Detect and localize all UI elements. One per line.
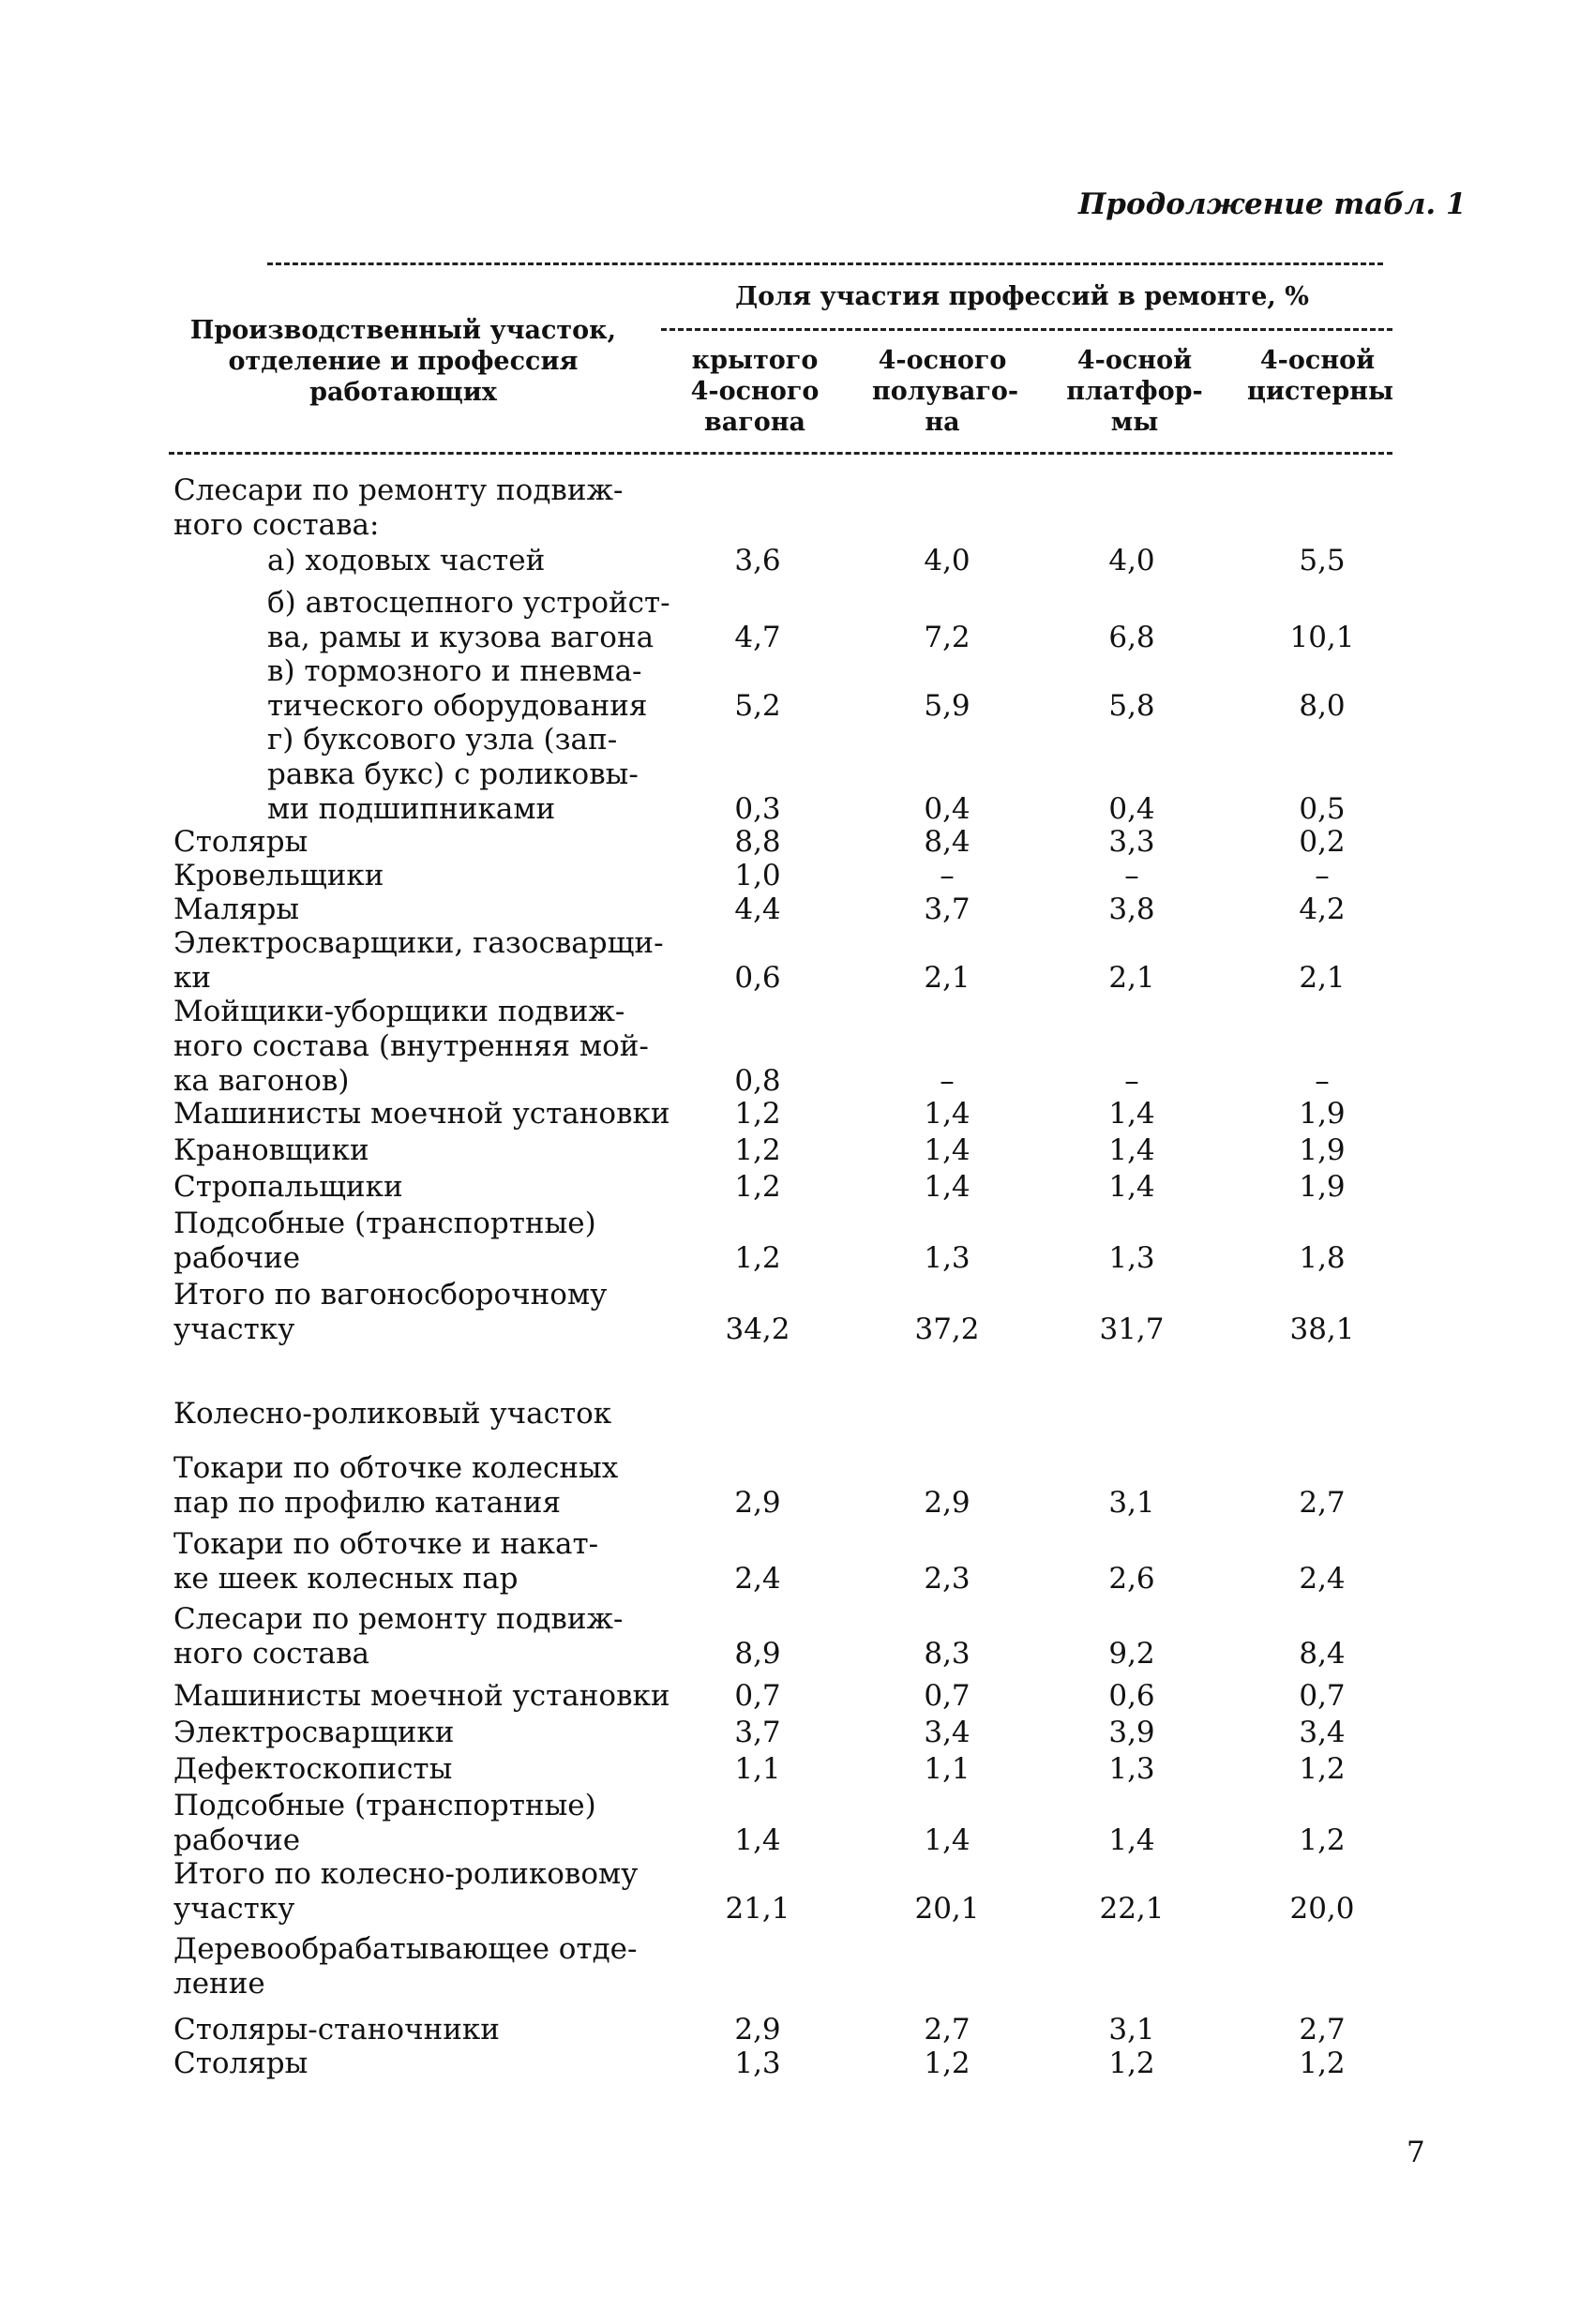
cell-value: 2,9 (924, 1486, 971, 1520)
cell-value: 2,3 (924, 1562, 971, 1596)
row-label (173, 1602, 624, 1672)
cell-value: 8,8 (734, 825, 781, 859)
row-label-line: Стропальщики (173, 1170, 403, 1204)
row-label (173, 2047, 308, 2081)
cell-value: 2,1 (1299, 961, 1346, 995)
cell-value: 1,3 (1108, 1241, 1155, 1275)
cell-value: 1,4 (924, 1823, 971, 1857)
cell-value: 34,2 (725, 1312, 790, 1346)
row-label (173, 1527, 598, 1597)
cell-value: – (940, 1064, 955, 1098)
row-label (173, 473, 624, 543)
cell-value: 8,4 (1299, 1637, 1346, 1671)
row-label-line: Деревообрабатывающее отде- (173, 1932, 638, 1966)
column-header-line: вагона (703, 408, 806, 437)
row-label (173, 1397, 611, 1432)
row-label-line: Электросварщики (173, 1716, 455, 1749)
row-label (173, 2013, 500, 2047)
cell-value: 1,2 (1299, 1752, 1346, 1786)
row-label-line: Маляры (173, 892, 299, 926)
cell-value: 1,4 (924, 1097, 971, 1131)
continuation-title: Продолжение табл. 1 (1078, 187, 1467, 221)
cell-value: 0,7 (734, 1679, 781, 1713)
cell-value: 1,1 (924, 1752, 971, 1786)
cell-value: 0,4 (1108, 792, 1155, 826)
cell-value: 0,6 (1108, 1679, 1155, 1713)
cell-value: 5,8 (1108, 689, 1155, 723)
row-label (173, 859, 384, 893)
row-label (173, 1170, 403, 1205)
row-label-line: участку (173, 1312, 295, 1346)
row-label-line: ке шеек колесных пар (173, 1562, 519, 1596)
row-label-line: ва, рамы и кузова вагона (267, 621, 655, 654)
row-label-line: Слесари по ремонту подвиж- (173, 1602, 624, 1636)
cell-value: 3,3 (1108, 825, 1155, 859)
cell-value: – (1315, 1064, 1330, 1098)
row-label (267, 654, 647, 724)
cell-value: 21,1 (725, 1892, 790, 1926)
row-label-line: ного состава (173, 1637, 370, 1671)
row-label (173, 1097, 670, 1132)
cell-value: 1,2 (734, 1133, 781, 1167)
column-header-1 (685, 345, 825, 438)
row-label (173, 926, 664, 996)
cell-value: 4,2 (1299, 892, 1346, 926)
cell-value: 9,2 (1108, 1637, 1155, 1671)
cell-value: 3,8 (1108, 892, 1155, 926)
cell-value: 2,1 (924, 961, 971, 995)
row-label-line: Колесно-роликовый участок (173, 1397, 612, 1431)
row-header-line: Производственный участок, (189, 316, 617, 345)
cell-value: 2,9 (734, 1486, 781, 1520)
cell-value: 2,4 (734, 1562, 781, 1596)
row-label (173, 1451, 618, 1521)
cell-value: 1,3 (734, 2047, 781, 2080)
cell-value: – (1124, 1064, 1139, 1098)
cell-value: 0,8 (734, 1064, 781, 1098)
row-label-line: Итого по вагоносборочному (173, 1278, 608, 1312)
row-label-line: равка букс) с роликовы- (267, 757, 639, 791)
cell-value: 3,4 (1299, 1716, 1346, 1749)
row-label-line: г) буксового узла (зап- (267, 723, 618, 757)
column-header-4 (1247, 345, 1394, 407)
cell-value: 1,4 (924, 1133, 971, 1167)
row-label (173, 995, 649, 1099)
cell-value: 8,3 (924, 1637, 971, 1671)
cell-value: 0,7 (924, 1679, 971, 1713)
cell-value: 1,2 (734, 1170, 781, 1204)
row-label (173, 1207, 596, 1276)
row-label-line: Слесари по ремонту подвиж- (173, 473, 624, 507)
row-label-line: Столяры-станочники (173, 2013, 500, 2047)
cell-value: 8,4 (924, 825, 971, 859)
cell-value: 10,1 (1289, 621, 1355, 654)
row-label-line: участку (173, 1892, 295, 1926)
row-label-line: Столяры (173, 2047, 308, 2080)
cell-value: 37,2 (914, 1312, 980, 1346)
cell-value: 20,1 (914, 1892, 980, 1926)
cell-value: 1,9 (1299, 1170, 1346, 1204)
cell-value: 1,4 (1108, 1823, 1155, 1857)
cell-value: 4,0 (924, 544, 971, 577)
row-label-line: ного состава (внутренняя мой- (173, 1029, 649, 1063)
cell-value: 3,6 (734, 544, 781, 577)
cell-value: 1,3 (1108, 1752, 1155, 1786)
cell-value: 1,2 (924, 2047, 971, 2080)
row-label (173, 1857, 638, 1927)
cell-value: 1,8 (1299, 1241, 1346, 1275)
cell-value: 1,4 (1108, 1170, 1155, 1204)
header-bottom-rule (169, 452, 1392, 455)
row-label (267, 544, 545, 578)
cell-value: 1,2 (1299, 2047, 1346, 2080)
row-label-line: Токари по обточке и накат- (173, 1527, 599, 1561)
cell-value: 2,4 (1299, 1562, 1346, 1596)
column-header-3 (1064, 345, 1205, 438)
row-label-line: ми подшипниками (267, 792, 556, 826)
row-label (173, 1278, 607, 1347)
cell-value: 8,9 (734, 1637, 781, 1671)
cell-value: 7,2 (924, 621, 971, 654)
row-header-line: работающих (309, 378, 497, 407)
cell-value: 8,0 (1299, 689, 1346, 723)
row-label-line: пар по профилю катания (173, 1486, 562, 1520)
group-header: Доля участия профессий в ремонте, % (735, 282, 1309, 311)
row-label-line: Кровельщики (173, 859, 384, 892)
column-header-line: на (925, 408, 960, 437)
cell-value: 1,4 (734, 1823, 781, 1857)
cell-value: 1,1 (734, 1752, 781, 1786)
row-label (267, 586, 670, 655)
cell-value: 6,8 (1108, 621, 1155, 654)
cell-value: 2,7 (1299, 1486, 1346, 1520)
row-label-line: Электросварщики, газосварщи- (173, 926, 664, 960)
row-label (173, 1716, 454, 1750)
cell-value: 0,7 (1299, 1679, 1346, 1713)
cell-value: 5,9 (924, 689, 971, 723)
cell-value: 1,9 (1299, 1097, 1346, 1131)
cell-value: 0,6 (734, 961, 781, 995)
column-header-line: 4-осной (1076, 346, 1193, 375)
cell-value: 0,4 (924, 792, 971, 826)
cell-value: – (1315, 859, 1330, 892)
row-label-line: а) ходовых частей (267, 544, 546, 577)
row-label-line: Машинисты моечной установки (173, 1679, 670, 1713)
cell-value: 1,2 (1108, 2047, 1155, 2080)
cell-value: 3,9 (1108, 1716, 1155, 1749)
cell-value: 1,4 (924, 1170, 971, 1204)
column-header-line: мы (1110, 408, 1159, 437)
row-label-line: Подсобные (транспортные) (173, 1789, 596, 1822)
row-label (173, 825, 308, 860)
row-label-line: ка вагонов) (173, 1064, 350, 1098)
row-label (267, 723, 639, 827)
row-header-line: отделение и профессия (228, 347, 579, 376)
cell-value: 4,7 (734, 621, 781, 654)
row-label-line: Машинисты моечной установки (173, 1097, 670, 1131)
cell-value: 1,0 (734, 859, 781, 892)
group-header-rule (661, 328, 1392, 331)
column-header-line: цистерны (1247, 377, 1394, 406)
cell-value: 1,4 (1108, 1097, 1155, 1131)
row-label (173, 1932, 638, 2002)
column-header-line: платфор- (1066, 377, 1203, 406)
row-label-line: рабочие (173, 1241, 301, 1275)
row-label-line: Токари по обточке колесных (173, 1451, 619, 1485)
cell-value: 31,7 (1099, 1312, 1165, 1346)
cell-value: 2,7 (924, 2013, 971, 2047)
column-header-line: крытого (691, 346, 819, 375)
row-label-line: ного состава: (173, 508, 380, 542)
cell-value: 5,2 (734, 689, 781, 723)
row-label-line: ление (173, 1967, 265, 2001)
row-label-line: Подсобные (транспортные) (173, 1207, 596, 1240)
row-label (173, 1679, 670, 1714)
cell-value: 3,1 (1108, 2013, 1155, 2047)
column-header-line: 4-осного (690, 377, 820, 406)
cell-value: 38,1 (1289, 1312, 1355, 1346)
cell-value: – (940, 859, 955, 892)
cell-value: 22,1 (1099, 1892, 1165, 1926)
cell-value: 2,1 (1108, 961, 1155, 995)
cell-value: 2,7 (1299, 2013, 1346, 2047)
cell-value: 1,2 (734, 1241, 781, 1275)
row-label-line: рабочие (173, 1823, 301, 1857)
cell-value: 1,3 (924, 1241, 971, 1275)
row-label (173, 1133, 369, 1168)
column-header-line: 4-осного (878, 346, 1007, 375)
cell-value: 1,4 (1108, 1133, 1155, 1167)
cell-value: 1,9 (1299, 1133, 1346, 1167)
table-top-rule (267, 262, 1383, 265)
cell-value: – (1124, 859, 1139, 892)
row-label-line: Крановщики (173, 1133, 369, 1167)
column-header-line: 4-осной (1259, 346, 1376, 375)
cell-value: 4,4 (734, 892, 781, 926)
cell-value: 0,3 (734, 792, 781, 826)
cell-value: 0,5 (1299, 792, 1346, 826)
row-label-line: б) автосцепного устройст- (267, 586, 670, 620)
row-label-line: тического оборудования (267, 689, 648, 723)
row-label-line: Итого по колесно-роликовому (173, 1857, 639, 1891)
cell-value: 2,6 (1108, 1562, 1155, 1596)
cell-value: 20,0 (1289, 1892, 1355, 1926)
row-label (173, 1752, 452, 1787)
cell-value: 2,9 (734, 2013, 781, 2047)
cell-value: 5,5 (1299, 544, 1346, 577)
column-header-2 (872, 345, 1019, 438)
row-header (188, 315, 619, 408)
cell-value: 4,0 (1108, 544, 1155, 577)
column-header-line: полуваго- (872, 377, 1019, 406)
cell-value: 3,7 (734, 1716, 781, 1749)
page-number: 7 (1407, 2136, 1425, 2169)
row-label-line: Мойщики-уборщики подвиж- (173, 995, 625, 1028)
row-label-line: Дефектоскописты (173, 1752, 453, 1786)
row-label-line: в) тормозного и пневма- (267, 654, 642, 688)
cell-value: 1,2 (734, 1097, 781, 1131)
cell-value: 3,4 (924, 1716, 971, 1749)
row-label (173, 1789, 596, 1858)
cell-value: 0,2 (1299, 825, 1346, 859)
cell-value: 1,2 (1299, 1823, 1346, 1857)
cell-value: 3,7 (924, 892, 971, 926)
cell-value: 3,1 (1108, 1486, 1155, 1520)
row-label-line: Столяры (173, 825, 308, 859)
row-label (173, 892, 299, 927)
row-label-line: ки (173, 961, 212, 995)
